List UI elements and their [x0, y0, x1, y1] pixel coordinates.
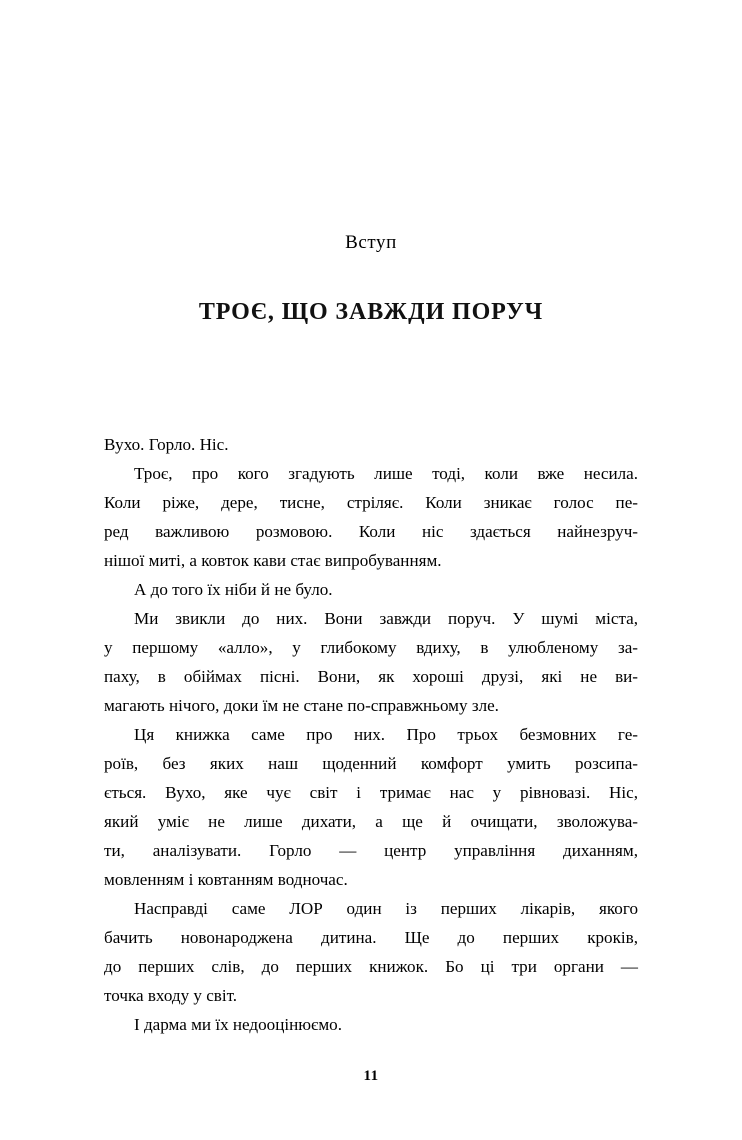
paragraph [104, 1010, 638, 1039]
text-line: у першому «алло», у глибокому вдиху, в улюбленому за- [104, 638, 638, 657]
text-line: А до того їх ніби й не було. [134, 580, 333, 599]
text-line: ється. Вухо, яке чує світ і тримає нас у рівновазі. Ніс, [104, 783, 638, 802]
text-line: Коли ріже, дере, тисне, стріляє. Коли зникає голос пе- [104, 493, 638, 512]
text-line: Ми звикли до них. Вони завжди поруч. У шумі міста, [134, 609, 638, 628]
paragraph [104, 604, 638, 720]
paragraph [104, 720, 638, 894]
page-number: 11 [363, 1068, 379, 1084]
chapter-eyebrow: Вступ [345, 232, 397, 253]
text-line: мовленням і ковтанням водночас. [104, 870, 348, 889]
paragraph [104, 459, 638, 575]
chapter-title: ТРОЄ, ЩО ЗАВЖДИ ПОРУЧ [198, 298, 544, 325]
text-line: ред важливою розмовою. Коли ніс здається найнезруч- [104, 522, 638, 541]
text-line: Ця книжка саме про них. Про трьох безмовних ге- [134, 725, 638, 744]
body-text [104, 430, 638, 1039]
paragraph [104, 430, 638, 459]
text-line: нішої миті, а ковток кави стає випробуванням. [104, 551, 442, 570]
text-line: ти, аналізувати. Горло — центр управління диханням, [104, 841, 638, 860]
paragraph [104, 575, 638, 604]
text-line: який уміє не лише дихати, а ще й очищати, зволожува- [104, 812, 638, 831]
text-line: бачить новонароджена дитина. Ще до перших кроків, [104, 928, 638, 947]
paragraph [104, 894, 638, 1010]
text-line: Насправді саме ЛОР один із перших лікарів, якого [134, 899, 638, 918]
text-line: Троє, про кого згадують лише тоді, коли вже несила. [134, 464, 638, 483]
text-line: Вухо. Горло. Ніс. [104, 435, 229, 454]
text-line: паху, в обіймах пісні. Вони, як хороші друзі, які не ви- [104, 667, 638, 686]
chapter-header [0, 232, 742, 343]
text-line: І дарма ми їх недооцінюємо. [134, 1015, 342, 1034]
text-line: точка входу у світ. [104, 986, 238, 1005]
text-line: роїв, без яких наш щоденний комфорт умить розсипа- [104, 754, 638, 773]
text-line: магають нічого, доки їм не стане по-справжньому зле. [104, 696, 499, 715]
text-line: до перших слів, до перших книжок. Бо ці три органи — [104, 957, 638, 976]
